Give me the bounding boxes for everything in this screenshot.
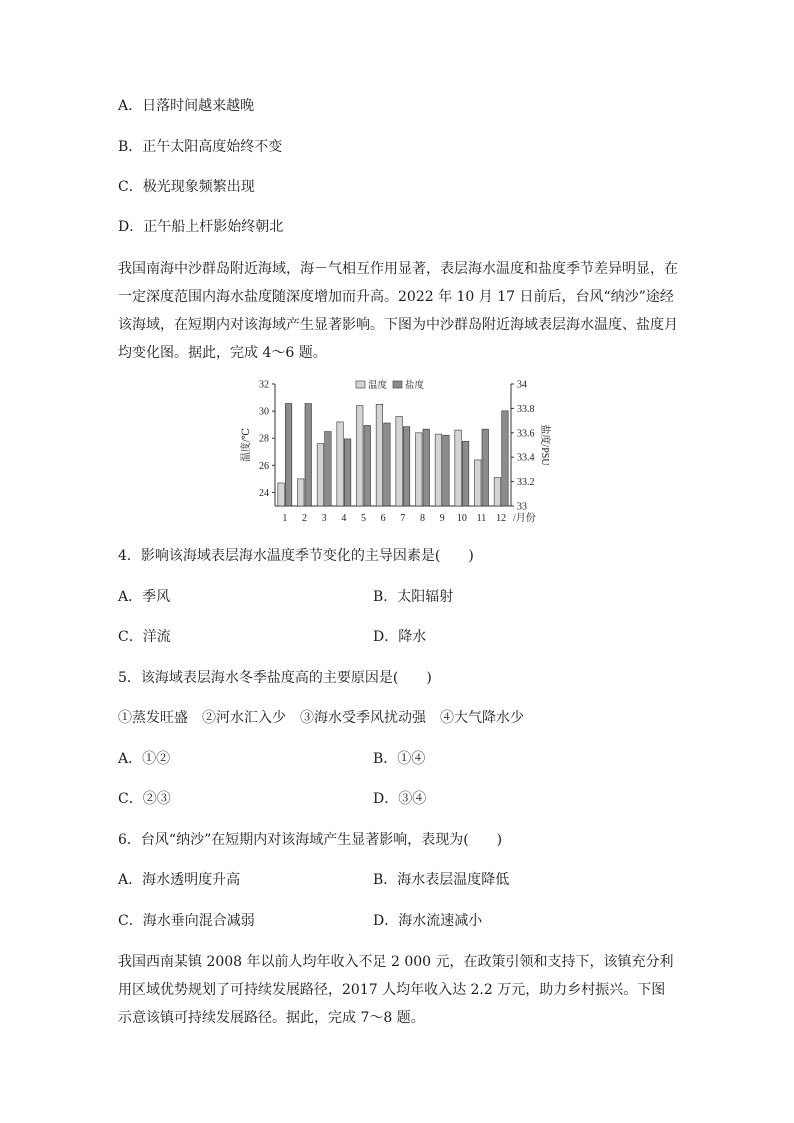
q5-items: ①蒸发旺盛 ②河水汇入少 ③海水受季风扰动强 ④大气降水少: [118, 710, 524, 726]
temperature-bar: [337, 422, 344, 506]
right-tick-label: 33.2: [517, 477, 535, 489]
q3-option-b: B．正午太阳高度始终不变: [118, 139, 283, 155]
left-tick-label: 24: [259, 487, 269, 499]
q5-option-a: A．①②: [118, 751, 171, 767]
salinity-bar: [384, 423, 391, 506]
left-tick-label: 30: [259, 406, 269, 418]
right-tick-label: 33.4: [517, 452, 535, 464]
x-axis-unit: /月份: [513, 513, 536, 524]
temperature-bar: [494, 478, 501, 506]
salinity-bar: [364, 425, 371, 506]
temp-salinity-chart: [235, 374, 555, 530]
x-tick-label: 8: [420, 513, 425, 524]
x-tick-label: 12: [496, 513, 507, 524]
q4-option-c: C．洋流: [118, 629, 171, 645]
left-axis-title: 温度/℃: [241, 428, 252, 462]
q5-stem: 5．该海域表层海水冬季盐度高的主要原因是( ): [118, 670, 432, 686]
temperature-bar: [376, 404, 383, 506]
temperature-bar: [435, 434, 442, 506]
left-tick-label: 28: [259, 433, 269, 445]
salinity-bar: [423, 429, 430, 506]
temperature-bar: [317, 444, 324, 506]
legend-swatch-salinity: [393, 381, 402, 388]
q4-option-b: B．太阳辐射: [373, 589, 454, 605]
q4-option-d: D．降水: [373, 629, 427, 645]
legend-swatch-temperature: [356, 381, 365, 388]
salinity-bar: [344, 439, 351, 506]
q6-option-c: C．海水垂向混合减弱: [118, 913, 255, 929]
x-tick-label: 5: [361, 513, 366, 524]
salinity-bar: [482, 429, 489, 506]
q5-option-c: C．②③: [118, 791, 171, 807]
x-tick-label: 6: [380, 513, 386, 524]
q5-option-d: D．③④: [373, 791, 427, 807]
left-tick-label: 26: [259, 460, 269, 472]
salinity-bar: [325, 432, 332, 506]
salinity-bar: [502, 411, 509, 506]
q6-stem: 6．台风“纳沙”在短期内对该海域产生显著影响，表现为( ): [118, 832, 503, 848]
right-tick-label: 33.6: [517, 428, 535, 440]
temperature-bar: [396, 417, 403, 506]
temperature-bar: [416, 433, 423, 506]
q4-stem: 4．影响该海域表层海水温度季节变化的主导因素是( ): [118, 548, 474, 564]
q4-option-a: A．季风: [118, 589, 171, 605]
passage-2: 我国西南某镇 2008 年以前人均年收入不足 2 000 元，在政策引领和支持下，该镇充分利用区域优势规划了可持续发展路径，2017 人均年收入达 2.2 万元，助力乡村振兴。下图示意该镇可持续发展路径。据此，完成 7～8 题。: [118, 954, 674, 1026]
x-tick-label: 3: [321, 513, 327, 524]
q6-option-a: A．海水透明度升高: [118, 872, 241, 888]
q3-option-a: A．日落时间越来越晚: [118, 98, 255, 114]
left-tick-label: 32: [259, 379, 269, 391]
temperature-bar: [357, 406, 364, 506]
temperature-bar: [475, 460, 482, 506]
right-axis-title: 盐度/PSU: [539, 424, 550, 466]
salinity-bar: [403, 427, 410, 506]
x-tick-label: 9: [439, 513, 445, 524]
q6-option-d: D．海水流速减小: [373, 913, 483, 929]
q6-option-b: B．海水表层温度降低: [373, 872, 510, 888]
salinity-bar: [285, 404, 292, 506]
right-tick-label: 34: [517, 379, 527, 391]
temperature-bar: [298, 479, 305, 506]
x-tick-label: 4: [341, 513, 347, 524]
salinity-bar: [305, 404, 312, 506]
legend-label-temperature: 温度: [368, 381, 388, 391]
passage-1: 我国南海中沙群岛附近海域，海－气相互作用显著，表层海水温度和盐度季节差异明显，在一定深度范围内海水盐度随深度增加而升高。2022 年 10 月 17 日前后，台风“纳沙”途经该海域，在短期内对该海域产生显著影响。下图为中沙群岛附近海域表层海水温度、盐度月均变化图。据此，完成 4～6 题。: [118, 261, 678, 361]
legend-label-salinity: 盐度: [405, 381, 425, 391]
temperature-bar: [278, 483, 285, 506]
q3-option-d: D．正午船上杆影始终朝北: [118, 219, 284, 235]
x-tick-label: 10: [456, 513, 467, 524]
q3-option-c: C．极光现象频繁出现: [118, 179, 255, 195]
x-tick-label: 11: [476, 513, 487, 524]
salinity-bar: [462, 441, 469, 506]
q5-option-b: B．①④: [373, 751, 426, 767]
right-tick-label: 33.8: [517, 403, 535, 415]
temperature-bar: [455, 430, 462, 506]
x-tick-label: 7: [400, 513, 406, 524]
right-tick-label: 33: [517, 501, 527, 513]
x-tick-label: 2: [302, 513, 307, 524]
x-tick-label: 1: [282, 513, 288, 524]
salinity-bar: [443, 435, 450, 506]
